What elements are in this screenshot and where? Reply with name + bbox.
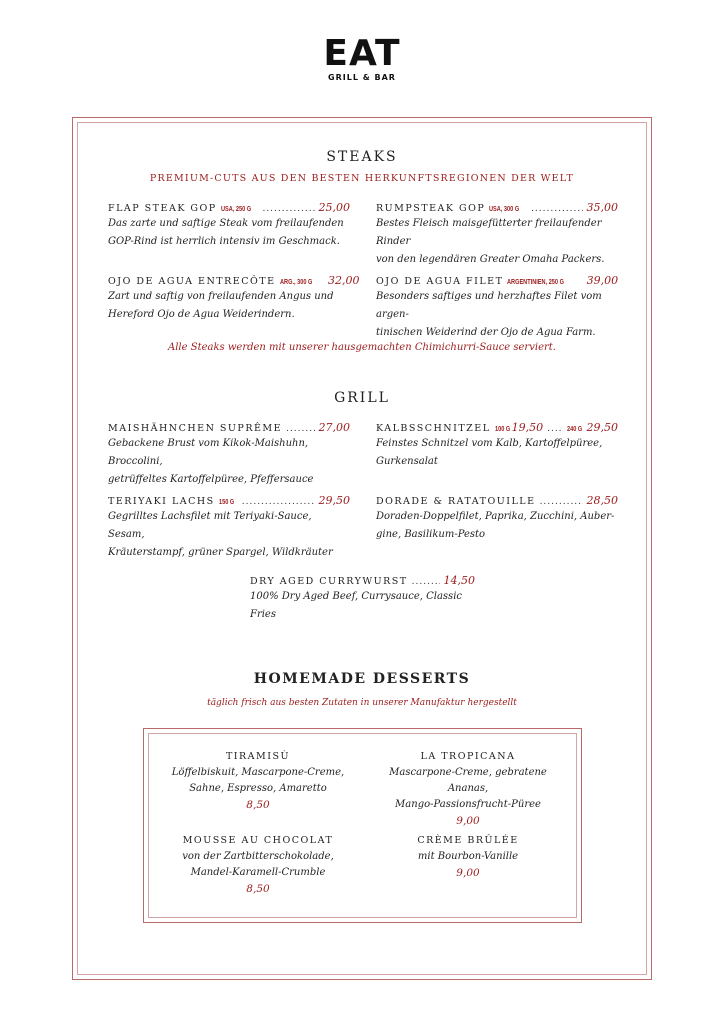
menu-item xyxy=(376,274,618,342)
menu-item xyxy=(108,274,360,324)
dessert-desc: von der Zartbitterschokolade, xyxy=(182,851,334,862)
item-name: TERIYAKI LACHS xyxy=(108,496,215,507)
logo xyxy=(0,33,724,82)
item-desc: von den legendären Greater Omaha Packers. xyxy=(376,254,605,265)
item-tag: ARG., 300 G xyxy=(279,279,312,286)
dessert-desc: Mascarpone-Creme, gebratene Ananas, xyxy=(389,767,547,794)
item-name: DRY AGED CURRYWURST xyxy=(250,576,408,587)
dessert-desc: Mandel-Karamell-Crumble xyxy=(190,867,326,878)
item-desc: Zart und saftig von freilaufenden Angus und xyxy=(108,291,334,302)
item-desc: Gurkensalat xyxy=(376,456,438,467)
item-desc: Gegrilltes Lachsfilet mit Teriyaki-Sauce, Sesam, xyxy=(108,511,312,540)
item-name: DORADE & RATATOUILLE xyxy=(376,496,536,507)
item-name: FLAP STEAK GOP xyxy=(108,203,217,214)
item-desc: Hereford Ojo de Agua Weiderindern. xyxy=(108,309,295,320)
item-desc: Gebackene Brust vom Kikok-Maishuhn, Broccolini, xyxy=(108,438,309,467)
item-price: 28,50 xyxy=(586,494,618,507)
desserts-subtitle: täglich frisch aus besten Zutaten in unserer Manufaktur hergestellt xyxy=(207,698,517,708)
item-tag: ARGENTINIEN, 250 G xyxy=(507,279,565,286)
item-name: KALBSSCHNITZEL xyxy=(376,423,491,434)
item-desc: 100% Dry Aged Beef, Currysauce, Classic Fries xyxy=(250,591,462,620)
logo-title: EAT xyxy=(323,33,401,74)
menu-item xyxy=(376,494,618,544)
menu-item xyxy=(108,201,350,251)
dessert-name: MOUSSE AU CHOCOLAT xyxy=(182,835,334,846)
menu-item xyxy=(376,421,618,471)
item-desc: Doraden-Doppelfilet, Paprika, Zucchini, Auber- xyxy=(376,511,615,522)
item-desc: Bestes Fleisch maisgefütterter freilaufender Rinder xyxy=(376,218,602,247)
menu-item xyxy=(108,421,350,489)
item-desc: Feinstes Schnitzel vom Kalb, Kartoffelpüree, xyxy=(376,438,603,449)
dessert-desc: Löffelbiskuit, Mascarpone-Creme, xyxy=(171,767,345,778)
dessert-name: LA TROPICANA xyxy=(420,751,516,762)
menu-item xyxy=(376,201,618,269)
item-name: OJO DE AGUA FILET xyxy=(376,276,504,287)
item-price: 19,50 xyxy=(511,421,544,434)
item-tag: 240 G xyxy=(567,426,583,433)
steaks-note: Alle Steaks werden mit unserer hausgemachten Chimichurri-Sauce serviert. xyxy=(168,342,556,353)
dessert-desc: Mango-Passionsfrucht-Püree xyxy=(395,799,541,810)
grill-title: GRILL xyxy=(334,390,390,406)
item-name: RUMPSTEAK GOP xyxy=(376,203,486,214)
dessert-price: 8,50 xyxy=(246,799,270,811)
item-tag: USA, 300 G xyxy=(489,206,520,213)
dessert-price: 8,50 xyxy=(246,883,270,895)
menu-item xyxy=(250,574,475,624)
item-tag: USA, 250 G xyxy=(220,206,251,213)
item-price: 25,00 xyxy=(318,201,350,214)
dessert-name: TIRAMISÙ xyxy=(225,751,291,762)
item-desc: GOP-Rind ist herrlich intensiv im Geschmack. xyxy=(108,236,340,247)
item-price: 32,00 xyxy=(328,274,360,287)
desserts-title: HOMEMADE DESSERTS xyxy=(253,671,471,687)
item-price: 29,50 xyxy=(318,494,350,507)
dessert-desc: mit Bourbon-Vanille xyxy=(417,851,519,862)
item-name: MAISHÄHNCHEN SUPRÊME xyxy=(108,423,283,434)
item-desc: gine, Basilikum-Pesto xyxy=(376,529,486,540)
steaks-title: STEAKS xyxy=(326,149,398,165)
dessert-item xyxy=(158,835,358,895)
item-price: 29,50 xyxy=(586,421,618,434)
item-desc: Das zarte und saftige Steak vom freilaufenden xyxy=(108,218,344,229)
dessert-desc: Sahne, Espresso, Amaretto xyxy=(189,783,327,794)
item-price: 39,00 xyxy=(586,274,619,287)
dessert-price: 9,00 xyxy=(456,867,480,879)
dessert-item xyxy=(368,835,568,879)
steaks-subtitle: PREMIUM-CUTS AUS DEN BESTEN HERKUNFTSREGIONEN DER WELT xyxy=(149,173,575,184)
dessert-name: CRÈME BRÛLÉE xyxy=(417,835,519,846)
item-desc: getrüffeltes Kartoffelpüree, Pfeffersauce xyxy=(108,474,314,485)
menu-item xyxy=(108,494,350,562)
item-name: OJO DE AGUA ENTRECÔTE xyxy=(108,276,276,287)
dessert-item xyxy=(368,751,568,827)
item-tag: 150 G xyxy=(218,499,234,506)
item-desc: Kräuterstampf, grüner Spargel, Wildkräuter xyxy=(108,547,333,558)
item-desc: Besonders saftiges und herzhaftes Filet vom argen- xyxy=(376,291,602,320)
item-price: 27,00 xyxy=(318,421,350,434)
dessert-price: 9,00 xyxy=(456,815,480,827)
item-price: 35,00 xyxy=(586,201,618,214)
item-price: 14,50 xyxy=(443,574,475,587)
item-desc: tinischen Weiderind der Ojo de Agua Farm. xyxy=(376,327,596,338)
logo-subtitle: GRILL & BAR xyxy=(328,73,396,82)
dessert-item xyxy=(158,751,358,811)
item-tag: 100 G xyxy=(494,426,510,433)
